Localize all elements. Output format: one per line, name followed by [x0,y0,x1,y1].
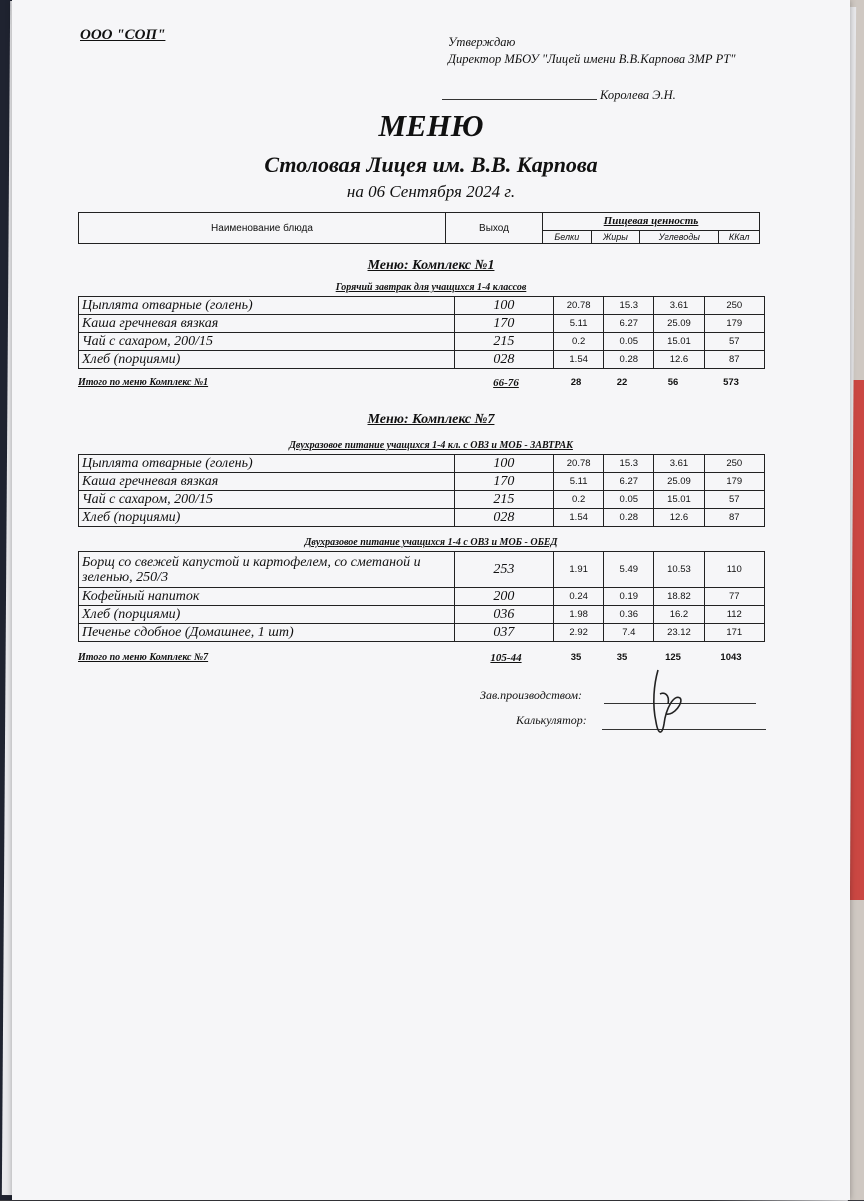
dish-proteins: 0.2 [554,333,604,351]
dish-proteins: 1.91 [554,552,604,588]
dish-proteins: 5.11 [554,315,604,333]
dish-proteins: 0.2 [554,491,604,509]
dish-fats: 6.27 [604,473,654,491]
dish-kcal: 250 [704,297,764,315]
table-row [79,509,765,527]
dish-carbs: 25.09 [654,315,704,333]
dish-carbs: 3.61 [654,455,704,473]
page-title: МЕНЮ [378,108,484,143]
dish-output: 100 [454,455,553,473]
dish-carbs: 12.6 [654,351,704,369]
menu1-total-output: 66-76 [493,377,519,389]
menu1-table [78,296,765,369]
dish-fats: 0.28 [604,509,654,527]
header-kcal: ККал [719,230,760,243]
menu7-breakfast-subtitle: Двухразовое питание учащихся 1-4 кл. с ОВЗ и МОБ - ЗАВТРАК [289,440,573,451]
dish-output: 170 [454,315,553,333]
dish-kcal: 250 [704,455,764,473]
dish-carbs: 12.6 [654,509,704,527]
dish-name: Кофейный напиток [79,588,455,606]
menu7-total-carbs: 125 [665,652,681,663]
dish-proteins: 1.54 [554,509,604,527]
header-dish: Наименование блюда [79,213,446,244]
menu7-total-fats: 35 [616,652,628,663]
dish-fats: 0.28 [604,351,654,369]
menu1-title: Меню: Комплекс №1 [367,258,495,273]
menu7-title: Меню: Комплекс №7 [367,412,495,427]
dish-kcal: 87 [704,351,764,369]
table-row [79,333,765,351]
dish-carbs: 15.01 [654,333,704,351]
header-carbs: Углеводы [640,230,719,243]
menu1-total-carbs: 56 [667,377,679,388]
dish-fats: 5.49 [604,552,654,588]
approval-block [448,34,748,68]
dish-kcal: 57 [704,333,764,351]
header-proteins: Белки [543,230,592,243]
menu7-total-output: 105-44 [490,652,522,664]
header-nutrition: Пищевая ценность [543,213,760,231]
header-fats: Жиры [591,230,640,243]
dish-carbs: 15.01 [654,491,704,509]
director-name: Королева Э.Н. [600,88,676,102]
dish-kcal: 57 [704,491,764,509]
table-row [79,624,765,642]
dish-carbs: 18.82 [654,588,704,606]
dish-fats: 0.05 [604,333,654,351]
dish-name: Печенье сдобное (Домашнее, 1 шт) [79,624,455,642]
dish-proteins: 20.78 [554,455,604,473]
menu7-total-proteins: 35 [570,652,582,663]
dish-carbs: 25.09 [654,473,704,491]
table-row [79,606,765,624]
dish-carbs: 10.53 [654,552,704,588]
dish-kcal: 110 [704,552,764,588]
menu-date: на 06 Сентября 2024 г. [346,182,516,201]
dish-carbs: 16.2 [654,606,704,624]
page-subtitle: Столовая Лицея им. В.В. Карпова [264,152,598,177]
dish-fats: 0.36 [604,606,654,624]
handwritten-signature-icon [644,664,684,740]
dish-fats: 15.3 [604,297,654,315]
dish-kcal: 179 [704,473,764,491]
menu7-lunch-table [78,551,765,642]
dish-kcal: 179 [704,315,764,333]
table-header [78,212,760,244]
dish-kcal: 112 [704,606,764,624]
dish-output: 215 [454,491,553,509]
dish-proteins: 1.54 [554,351,604,369]
production-manager-label: Зав.производством: [480,688,583,702]
dish-output: 170 [454,473,553,491]
dish-fats: 7.4 [604,624,654,642]
dish-fats: 0.19 [604,588,654,606]
dish-output: 215 [454,333,553,351]
menu1-total-label: Итого по меню Комплекс №1 [78,377,209,388]
table-row [79,455,765,473]
dish-name: Каша гречневая вязкая [79,473,455,491]
menu1-subtitle: Горячий завтрак для учащихся 1-4 классов [335,282,527,293]
header-output: Выход [446,213,543,244]
dish-proteins: 5.11 [554,473,604,491]
dish-name: Каша гречневая вязкая [79,315,455,333]
calculator-label: Калькулятор: [516,713,587,727]
menu7-total-label: Итого по меню Комплекс №7 [78,652,209,663]
dish-output: 036 [454,606,553,624]
dish-name: Борщ со свежей капустой и картофелем, со сметаной и зеленью, 250/3 [79,552,455,588]
dish-output: 200 [454,588,553,606]
dish-output: 028 [454,509,553,527]
dish-proteins: 0.24 [554,588,604,606]
menu7-breakfast-table [78,454,765,527]
dish-name: Хлеб (порциями) [79,509,455,527]
dish-name: Хлеб (порциями) [79,606,455,624]
dish-fats: 15.3 [604,455,654,473]
dish-carbs: 3.61 [654,297,704,315]
table-row [79,351,765,369]
dish-output: 100 [454,297,553,315]
table-row [79,297,765,315]
calculator-line [602,728,766,730]
dish-name: Хлеб (порциями) [79,351,455,369]
dish-name: Цыплята отварные (голень) [79,297,455,315]
dish-output: 028 [454,351,553,369]
dish-name: Цыплята отварные (голень) [79,455,455,473]
approval-title: Утверждаю [448,35,516,49]
dish-proteins: 2.92 [554,624,604,642]
menu7-total-kcal: 1043 [720,652,742,663]
dish-carbs: 23.12 [654,624,704,642]
menu1-total-proteins: 28 [570,377,582,388]
dish-fats: 6.27 [604,315,654,333]
menu-document [12,0,850,1200]
dish-fats: 0.05 [604,491,654,509]
director-signature-line [442,98,597,100]
dish-name: Чай с сахаром, 200/15 [79,491,455,509]
dish-output: 253 [454,552,553,588]
menu1-total-fats: 22 [616,377,628,388]
dish-kcal: 87 [704,509,764,527]
dish-kcal: 171 [704,624,764,642]
dish-output: 037 [454,624,553,642]
organization-name: ООО "СОП" [80,27,166,43]
menu7-lunch-subtitle: Двухразовое питание учащихся 1-4 с ОВЗ и МОБ - ОБЕД [304,537,558,548]
dish-name: Чай с сахаром, 200/15 [79,333,455,351]
table-row [79,491,765,509]
table-row [79,315,765,333]
dish-kcal: 77 [704,588,764,606]
table-row [79,552,765,588]
dish-proteins: 1.98 [554,606,604,624]
table-row [79,588,765,606]
menu1-total-kcal: 573 [723,377,739,388]
table-row [79,473,765,491]
approval-position: Директор МБОУ "Лицей имени В.В.Карпова ЗМР РТ" [448,52,736,66]
dish-proteins: 20.78 [554,297,604,315]
